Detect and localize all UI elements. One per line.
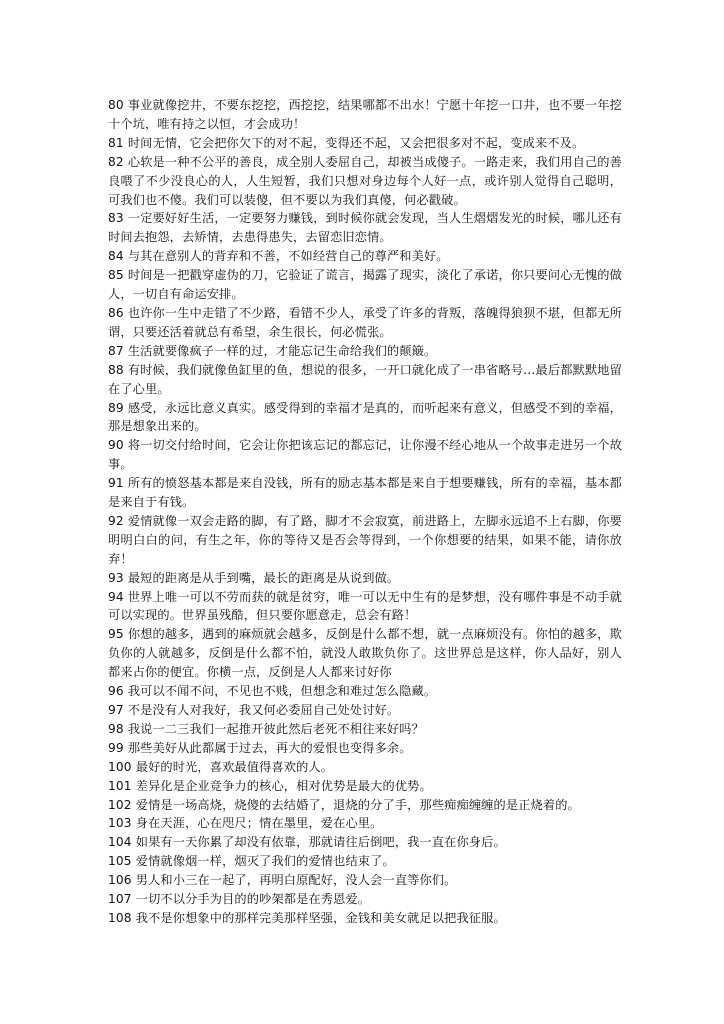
quote-document	[108, 96, 622, 928]
quote-entry: 83 一定要好好生活，一定要努力赚钱，到时候你就会发现，当人生熠熠发光的时候，哪儿还有时间去抱怨，去矫情，去患得患失，去留恋旧恋情。	[108, 211, 622, 245]
quote-entry: 84 与其在意别人的背弃和不善，不如经营自己的尊严和美好。	[108, 249, 449, 264]
quote-entry: 107 一切不以分手为目的的吵架都是在秀恩爱。	[108, 892, 371, 907]
quote-entry: 101 差异化是企业竞争力的核心，相对优势是最大的优势。	[108, 778, 432, 793]
quote-entry: 100 最好的时光，喜欢最值得喜欢的人。	[108, 759, 334, 774]
quote-entry: 96 我可以不闻不问，不见也不贱，但想念和难过怎么隐藏。	[108, 684, 437, 699]
quote-entry: 106 男人和小三在一起了，再明白原配好，没人会一直等你们。	[108, 873, 457, 888]
quote-entry: 108 我不是你想象中的那样完美那样坚强，金钱和美女就足以把我征服。	[108, 910, 506, 925]
quote-entry: 87 生活就要像疯子一样的过，才能忘记生命给我们的颠簸。	[108, 343, 437, 358]
quote-entry: 103 身在天涯，心在咫尺；情在墨里，爱在心里。	[108, 816, 383, 831]
quote-entry: 82 心软是一种不公平的善良，成全别人委屈自己，却被当成傻子。一路走来，我们用自己的善良喂了不少没良心的人，人生短暂，我们只想对身边每个人好一点，或许别人觉得自己聪明，可我们也不傻。我们可以装傻，但不要以为我们真傻，何必戳破。	[108, 154, 622, 207]
quote-entry: 90 将一切交付给时间，它会让你把该忘记的都忘记，让你漫不经心地从一个故事走进另一个故事。	[108, 438, 622, 472]
quote-entry: 93 最短的距离是从手到嘴，最长的距离是从说到做。	[108, 570, 400, 585]
quote-entry: 91 所有的愤怒基本都是来自没钱，所有的励志基本都是来自于想要赚钱，所有的幸福，基本都是来自于有钱。	[108, 476, 622, 510]
quote-entry: 92 爱情就像一双会走路的脚，有了路，脚才不会寂寞，前进路上，左脚永远追不上右脚，你要明明白白的问，有生之年，你的等待又是否会等得到，一个你想要的结果，如果不能，请你放弃！	[108, 513, 622, 566]
quote-entry: 81 时间无情，它会把你欠下的对不起，变得还不起，又会把很多对不起，变成来不及。	[108, 135, 585, 150]
quote-entry: 102 爱情是一场高烧，烧傻的去结婚了，退烧的分了手，那些痴痴缠缠的是正烧着的。	[108, 797, 580, 812]
quote-entry: 95 你想的越多，遇到的麻烦就会越多，反倒是什么都不想，就一点麻烦没有。你怕的越多，欺负你的人就越多，反倒是什么都不怕，就没人敢欺负你了。这世界总是这样，你人品好，别人都来占你的便宜。你横一点，反倒是人人都来讨好你	[108, 627, 622, 680]
quote-entry: 104 如果有一天你累了却没有依靠，那就请往后倒吧，我一直在你身后。	[108, 835, 506, 850]
quote-entry: 105 爱情就像烟一样，烟灭了我们的爱情也结束了。	[108, 854, 395, 869]
quote-entry: 85 时间是一把戳穿虚伪的刀，它验证了谎言，揭露了现实，淡化了承诺，你只要问心无愧的做人，一切自有命运安排。	[108, 268, 622, 302]
quote-entry: 80 事业就像挖井，不要东挖挖，西挖挖，结果哪都不出水！宁愿十年挖一口井，也不要一年挖十个坑，唯有持之以恒，才会成功！	[108, 98, 622, 131]
quote-entry: 94 世界上唯一可以不劳而获的就是贫穷，唯一可以无中生有的是梦想，没有哪件事是不动手就可以实现的。世界虽残酷，但只要你愿意走，总会有路！	[108, 589, 622, 623]
quote-entry: 99 那些美好从此都属于过去，再大的爱恨也变得多余。	[108, 740, 412, 755]
quote-entry: 89 感受，永远比意义真实。感受得到的幸福才是真的，而听起来有意义，但感受不到的幸福，那是想象出来的。	[108, 400, 622, 434]
quote-entry: 98 我说一二三我们一起推开彼此然后老死不相往来好吗？	[108, 721, 424, 736]
quote-entry: 86 也许你一生中走错了不少路，看错不少人，承受了许多的背叛，落魄得狼狈不堪，但都无所谓，只要还活着就总有希望，余生很长，何必慌张。	[108, 305, 622, 339]
quote-entry: 97 不是没有人对我好，我又何必委屈自己处处讨好。	[108, 703, 400, 717]
quote-entry: 88 有时候，我们就像鱼缸里的鱼，想说的很多，一开口就化成了一串省略号…最后都默默地留在了心里。	[108, 362, 622, 396]
